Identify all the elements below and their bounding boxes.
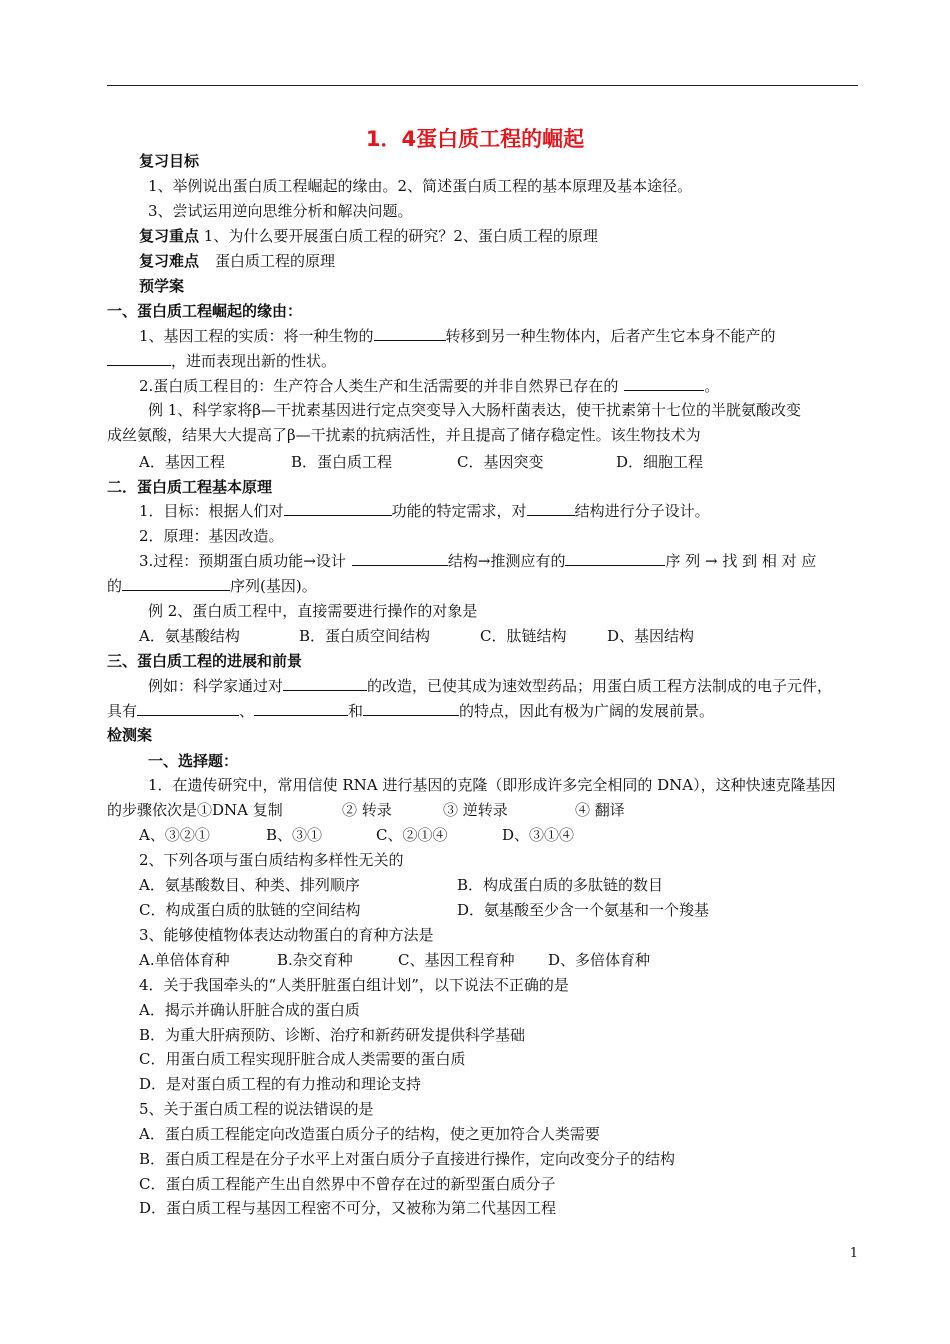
p3-text-e: 序列(基因)。	[230, 577, 317, 595]
section1-q1-cont	[107, 351, 336, 371]
answer-blank[interactable]	[137, 701, 239, 716]
page-title: 1．4蛋白质工程的崛起	[365, 127, 585, 151]
test-q1-line-2a: 的步骤依次是①DNA 复制	[107, 801, 283, 819]
example2-option-c: C．肽链结构	[480, 627, 567, 645]
example1-option-b: B．蛋白质工程	[291, 453, 393, 471]
preview-heading: 预学案	[139, 277, 185, 295]
example2-option-b: B．蛋白质空间结构	[299, 627, 431, 645]
test-q2-option-a: A．氨基酸数目、种类、排列顺序	[139, 876, 360, 894]
test-q1-option-a: A、③②①	[139, 826, 210, 844]
test-q1-option-c: C、②①④	[376, 826, 448, 844]
section2-p2: 2．原理：基因改造。	[139, 527, 284, 545]
test-q1-line-2c: ③ 逆转录	[443, 801, 508, 819]
test-q1-line-2b: ② 转录	[342, 801, 392, 819]
review-goal-line-2: 3、尝试运用逆向思维分析和解决问题。	[148, 202, 413, 220]
s3-text-b: 的改造，已使其成为速效型药品；用蛋白质工程方法制成的电子元件，	[367, 677, 833, 695]
review-goals-heading: 复习目标	[139, 152, 200, 170]
answer-blank[interactable]	[107, 351, 171, 366]
key-points-label: 复习重点	[139, 227, 200, 245]
test-q3: 3、能够使植物体表达动物蛋白的育种方法是	[139, 926, 434, 944]
test-q3-option-b: B.杂交育种	[277, 951, 353, 969]
test-q3-option-c: C、基因工程育种	[398, 951, 515, 969]
p3-text-a: 3.过程：预期蛋白质功能→设计	[139, 552, 346, 570]
test-q5-option-c: C．蛋白质工程能产生出自然界中不曾存在过的新型蛋白质分子	[139, 1175, 556, 1193]
test-q3-option-d: D、多倍体育种	[548, 951, 651, 969]
example2-option-a: A．氨基酸结构	[139, 627, 240, 645]
s3-text-f: 的特点，因此有极为广阔的发展前景。	[459, 702, 715, 720]
test-q1-line-1: 1．在遗传研究中，常用信使 RNA 进行基因的克隆（即形成许多完全相同的 DNA），这种快速克隆基因	[148, 776, 836, 794]
test-q2-option-d: D．氨基酸至少含一个氨基和一个羧基	[457, 901, 710, 919]
test-q1-line-2d: ④ 翻译	[575, 801, 625, 819]
s3-text-e: 和	[348, 702, 364, 720]
section3-line-2	[107, 701, 714, 721]
s3-text-a: 例如：科学家通过对	[148, 677, 284, 695]
answer-blank[interactable]	[352, 551, 448, 566]
example1-option-c: C．基因突变	[457, 453, 544, 471]
example1-option-a: A．基因工程	[139, 453, 225, 471]
review-goal-line-1: 1、举例说出蛋白质工程崛起的缘由。2、简述蛋白质工程的基本原理及基本途径。	[148, 177, 693, 195]
answer-blank[interactable]	[565, 551, 665, 566]
section1-heading: 一、蛋白质工程崛起的缘由：	[107, 302, 303, 320]
page-number: 1	[849, 1246, 858, 1261]
answer-blank[interactable]	[254, 701, 348, 716]
section3-heading: 三、蛋白质工程的进展和前景	[107, 652, 303, 670]
answer-blank[interactable]	[122, 576, 230, 591]
difficulty	[139, 251, 335, 271]
test-q1-option-b: B、③①	[266, 826, 323, 844]
test-q2-option-b: B．构成蛋白质的多肽链的数目	[457, 876, 664, 894]
section1-q2	[139, 376, 719, 396]
section1-q1	[139, 326, 776, 346]
test-q5-option-a: A．蛋白质工程能定向改造蛋白质分子的结构，使之更加符合人类需要	[139, 1125, 600, 1143]
answer-blank[interactable]	[527, 501, 575, 516]
test-q4-option-c: C．用蛋白质工程实现肝脏合成人类需要的蛋白质	[139, 1050, 466, 1068]
section2-p3	[139, 551, 816, 571]
example2: 例 2、蛋白质工程中，直接需要进行操作的对象是	[148, 602, 478, 620]
test-q2: 2、下列各项与蛋白质结构多样性无关的	[139, 851, 404, 869]
q2-text-b: 。	[704, 377, 720, 395]
answer-blank[interactable]	[624, 376, 704, 391]
section2-p3-cont	[107, 576, 317, 596]
p1-text-b: 功能的特定需求，对	[391, 502, 527, 520]
p1-text-c: 结构进行分子设计。	[574, 502, 710, 520]
answer-blank[interactable]	[363, 701, 459, 716]
q2-text-a: 2.蛋白质工程目的：生产符合人类生产和生活需要的并非自然界已存在的	[139, 377, 619, 395]
test-q4-option-a: A．揭示并确认肝脏合成的蛋白质	[139, 1001, 360, 1019]
p3-text-b: 结构→推测应有的	[447, 552, 566, 570]
test-heading: 检测案	[107, 726, 153, 744]
difficulty-label: 复习难点	[139, 252, 200, 270]
answer-blank[interactable]	[283, 676, 367, 691]
difficulty-text: 蛋白质工程的原理	[215, 252, 336, 270]
section3-line-1	[148, 676, 832, 696]
q1-text-c: ，进而表现出新的性状。	[171, 352, 337, 370]
test-q4-option-d: D．是对蛋白质工程的有力推动和理论支持	[139, 1075, 422, 1093]
answer-blank[interactable]	[284, 501, 392, 516]
p3-text-c: 序 列 → 找 到 相 对 应	[665, 552, 817, 570]
section2-p1	[139, 501, 710, 521]
test-q5-option-b: B．蛋白质工程是在分子水平上对蛋白质分子直接进行操作，定向改变分子的结构	[139, 1150, 676, 1168]
test-q2-option-c: C．构成蛋白质的肽链的空间结构	[139, 901, 361, 919]
example1-option-d: D．细胞工程	[616, 453, 704, 471]
test-subheading: 一、选择题：	[148, 752, 239, 770]
q1-text-a: 1、基因工程的实质：将一种生物的	[139, 327, 374, 345]
section2-heading: 二．蛋白质工程基本原理	[107, 478, 273, 496]
example2-option-d: D、基因结构	[607, 627, 695, 645]
p3-text-d: 的	[107, 577, 123, 595]
q1-text-b: 转移到另一种生物体内，后者产生它本身不能产的	[445, 327, 776, 345]
key-points-text: 1、为什么要开展蛋白质工程的研究？2、蛋白质工程的原理	[199, 227, 598, 245]
key-points	[139, 226, 598, 246]
p1-text-a: 1．目标：根据人们对	[139, 502, 284, 520]
test-q1-option-d: D、③①④	[502, 826, 575, 844]
test-q4: 4．关于我国牵头的“人类肝脏蛋白组计划”，以下说法不正确的是	[139, 976, 569, 994]
test-q4-option-b: B．为重大肝病预防、诊断、治疗和新药研发提供科学基础	[139, 1026, 526, 1044]
answer-blank[interactable]	[374, 326, 446, 341]
s3-text-c: 具有	[107, 702, 138, 720]
example1-line-1: 例 1、科学家将β—干扰素基因进行定点突变导入大肠杆菌表达，使干扰素第十七位的半胱氨酸改变	[148, 401, 801, 419]
header-rule	[107, 85, 858, 86]
test-q5: 5、关于蛋白质工程的说法错误的是	[139, 1100, 374, 1118]
s3-text-d: 、	[239, 702, 255, 720]
test-q3-option-a: A.单倍体育种	[139, 951, 230, 969]
test-q5-option-d: D．蛋白质工程与基因工程密不可分，又被称为第二代基因工程	[139, 1199, 557, 1217]
example1-line-2: 成丝氨酸，结果大大提高了β—干扰素的抗病活性，并且提高了储存稳定性。该生物技术为	[107, 426, 701, 444]
